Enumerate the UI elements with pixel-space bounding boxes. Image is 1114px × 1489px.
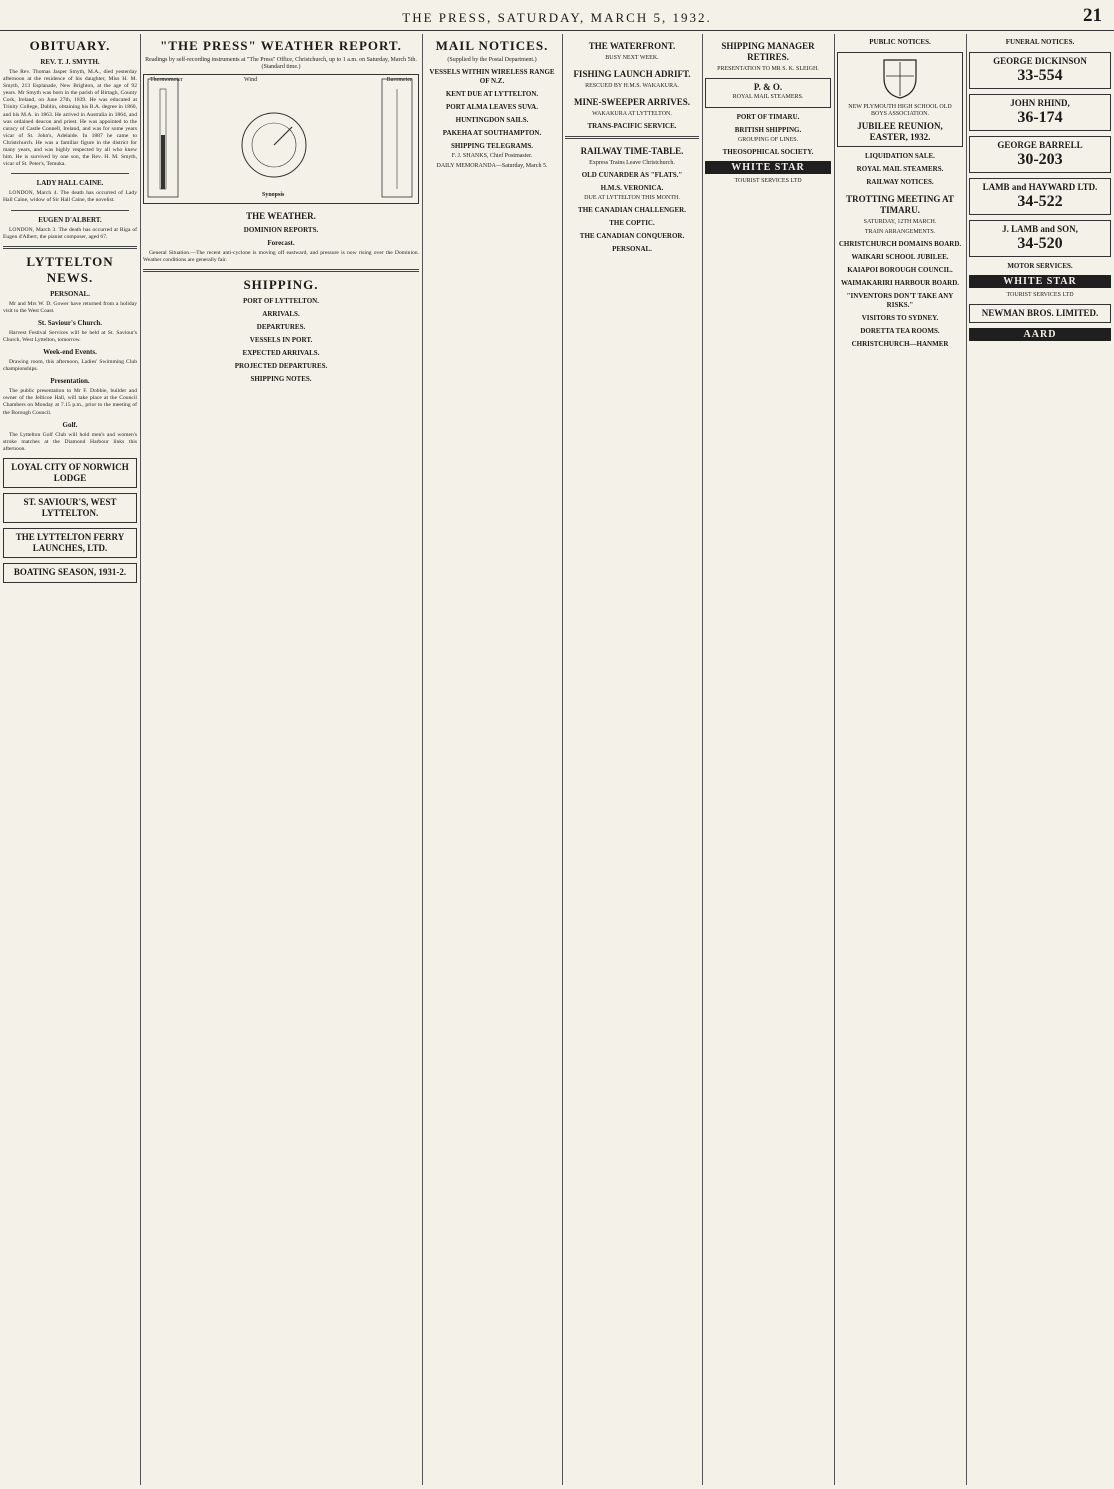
lodge-notice: LOYAL CITY OF NORWICH LODGE (3, 458, 137, 488)
jubilee-title: JUBILEE REUNION, EASTER, 1932. (857, 121, 943, 143)
obituary-heading: OBITUARY. (29, 38, 111, 53)
white-star-subtitle: TOURIST SERVICES LTD (1006, 292, 1074, 299)
funeral-advert (969, 178, 1111, 215)
article-heading: KENT DUE AT LYTTELTON. (445, 90, 539, 99)
article-heading: PAKEHA AT SOUTHAMPTON. (442, 129, 542, 138)
shipping-notes-heading: SHIPPING NOTES. (250, 375, 312, 384)
column-public-notices (834, 34, 966, 1485)
divider (3, 246, 137, 249)
arrivals-heading: ARRIVALS. (262, 310, 300, 319)
article-body: Harvest Festival Services will be held at St. Saviour's Church, West Lyttelton, tomorrow. (3, 329, 137, 343)
ferry-notice: THE LYTTELTON FERRY LAUNCHES, LTD. (3, 528, 137, 558)
wind-label: Wind (244, 77, 258, 84)
article-body: Mr and Mrs W. D. Gower have returned from a holiday visit to the West Coast. (3, 300, 137, 314)
mail-heading: MAIL NOTICES. (435, 38, 549, 53)
masthead-title: THE PRESS, SATURDAY, MARCH 5, 1932. (402, 10, 712, 25)
telephone-number: 33-554 (1017, 67, 1063, 84)
forecast-body: General Situation.—The recent anti-cyclone is moving off eastward, and pressure is now rising over the Dominion. Weather conditions are generally fair. (143, 250, 419, 264)
article-heading: TRANS-PACIFIC SERVICE. (587, 122, 677, 131)
thermometer-label: Thermometer (150, 77, 183, 84)
article-heading: WAIMAKARIRI HARBOUR BOARD. (840, 279, 960, 288)
article-heading: EUGEN D'ALBERT. (38, 215, 102, 224)
synopsis-label: Synopsis (262, 192, 285, 199)
article-heading: H.M.S. VERONICA. (600, 184, 664, 193)
port-heading: PORT OF LYTTELTON. (243, 297, 319, 306)
divider (11, 210, 129, 211)
firm-name: J. LAMB and SON, (1002, 224, 1078, 234)
departures-heading: DEPARTURES. (256, 323, 306, 332)
telephone-number: 36-174 (1017, 109, 1063, 126)
article-heading: THE COPTIC. (609, 219, 655, 228)
shipping-telegrams-heading: SHIPPING TELEGRAMS. (451, 142, 533, 151)
article-heading: DORETTA TEA ROOMS. (860, 327, 940, 336)
funeral-advert (969, 94, 1111, 131)
waterfront-subheading: BUSY NEXT WEEK. (605, 55, 659, 61)
article-heading: LADY HALL CAINE. (36, 179, 104, 188)
article-heading: FISHING LAUNCH ADRIFT. (573, 69, 691, 80)
telephone-number: 34-522 (1017, 193, 1063, 210)
article-heading: OLD CUNARDER AS "FLATS." (581, 171, 683, 180)
school-name: NEW PLYMOUTH HIGH SCHOOL OLD BOYS ASSOCIATION. (848, 104, 952, 118)
article-subheading: RESCUED BY H.M.S. WAKAKURA. (585, 83, 679, 90)
newman-advert (969, 304, 1111, 323)
article-heading: THE CANADIAN CHALLENGER. (578, 206, 686, 215)
column-funeral-notices (966, 34, 1114, 1485)
column-mail (422, 34, 562, 1485)
shipping-heading: SHIPPING. (243, 277, 319, 293)
page-number: 21 (1083, 5, 1102, 26)
public-notices-heading: PUBLIC NOTICES. (869, 38, 931, 46)
school-crest-icon (880, 56, 920, 100)
article-subheading: PRESENTATION TO MR S. K. SLEIGH. (717, 66, 819, 72)
weather-section-heading: THE WEATHER. (246, 211, 316, 222)
weather-chart (143, 74, 419, 204)
railway-heading: RAILWAY TIME-TABLE. (580, 146, 684, 157)
article-heading: PORT ALMA LEAVES SUVA. (446, 103, 538, 112)
funeral-advert (969, 136, 1111, 173)
trotting-date: SATURDAY, 12TH MARCH. (863, 219, 937, 226)
boating-notice: BOATING SEASON, 1931-2. (3, 563, 137, 582)
column-waterfront (562, 34, 702, 1485)
article-body: LONDON, March 3. The death has occurred at Riga of Eugen d'Albert, the pianist composer, aged 67. (3, 226, 137, 240)
daily-memoranda: DAILY MEMORANDA—Saturday, March 5. (436, 163, 548, 170)
funeral-advert (969, 220, 1111, 257)
article-heading: VISITORS TO SYDNEY. (861, 314, 939, 323)
po-subtitle: ROYAL MAIL STEAMERS. (732, 94, 804, 101)
column-shipping-manager (702, 34, 834, 1485)
divider (143, 269, 419, 272)
trotting-train-arrangements: TRAIN ARRANGEMENTS. (864, 229, 936, 236)
article-body: LONDON, March 4. The death has occurred of Lady Hall Caine, widow of Sir Hall Caine, the novelist. (3, 190, 137, 204)
article-heading: ROYAL MAIL STEAMERS. (856, 165, 944, 174)
article-heading: HUNTINGDON SAILS. (455, 116, 529, 125)
firm-name: GEORGE DICKINSON (993, 56, 1087, 66)
article-heading: SHIPPING MANAGER RETIRES. (721, 41, 815, 62)
article-heading: MINE-SWEEPER ARRIVES. (573, 97, 691, 108)
column-weather-shipping (140, 34, 422, 1485)
article-subheading: WAKAKURA AT LYTTELTON. (592, 111, 672, 118)
weather-subheading: Readings by self-recording instruments at "The Press" Office, Christchurch, up to 1 a.m. on Saturday, March 5th. (Standard time.) (145, 57, 417, 71)
telephone-number: 30-203 (1017, 151, 1063, 168)
railway-notices-heading: RAILWAY NOTICES. (866, 178, 934, 187)
divider (565, 136, 699, 139)
article-heading: CHRISTCHURCH DOMAINS BOARD. (838, 240, 962, 249)
masthead (0, 4, 1114, 31)
article-heading: THEOSOPHICAL SOCIETY. (722, 148, 814, 157)
obituary-body: The Rev. Thomas Jasper Smyth, M.A., died yesterday afternoon at the residence of his daughter, Miss H. M. Smyth, 213 Esplanade, New Brighton, at the age of 92 years. Mr Smyth was born in the parish of Birtagh, County Cork, Ireland, on June 27th, 1839. He was educated at Trinity College, Dublin, obtaining his B.A. degree in 1860, and his M.A. in 1863. He arrived in Australia in 1864, and was ordained deacon and priest. He was appointed to the curacy of Castle Connell, Ireland, and was for some years vicar of St. John's, Adelaide. In 1887 he came to Christchurch. He was a familiar figure in the district for many years, and was highly respected by all who knew him. He is survived by one son, the Rev. H. M. Smyth, vicar of St. Peter's, Temuka. (3, 69, 137, 168)
article-heading: BRITISH SHIPPING. (734, 126, 802, 135)
obituary-subhead: REV. T. J. SMYTH. (40, 58, 100, 66)
article-heading: CHRISTCHURCH—HANMER (851, 340, 949, 349)
divider (11, 173, 129, 174)
mail-subheading: (Supplied by the Postal Department.) (447, 57, 537, 63)
church-notice: ST. SAVIOUR'S, WEST LYTTELTON. (3, 493, 137, 523)
article-heading: "INVENTORS DON'T TAKE ANY RISKS." (846, 292, 954, 310)
motor-services-heading: MOTOR SERVICES. (1007, 262, 1073, 270)
postmaster-signature: F. J. SHANKS, Chief Postmaster. (451, 153, 533, 160)
funeral-notices-heading: FUNERAL NOTICES. (1005, 38, 1075, 46)
article-heading: KAIAPOI BOROUGH COUNCIL. (847, 266, 953, 275)
section-heading: LYTTELTON NEWS. (26, 253, 114, 285)
weather-instruments-graphic (144, 75, 418, 201)
article-heading: LIQUIDATION SALE. (865, 152, 935, 161)
white-star-subtitle: TOURIST SERVICES LTD (734, 178, 802, 185)
white-star-logo: WHITE STAR (969, 275, 1111, 288)
article-heading: WAIKARI SCHOOL JUBILEE. (851, 253, 949, 262)
section-subhead: PERSONAL. (50, 289, 90, 298)
trotting-heading: TROTTING MEETING AT TIMARU. (846, 194, 954, 216)
po-title: P. & O. (753, 82, 783, 93)
expected-arrivals-heading: EXPECTED ARRIVALS. (242, 349, 320, 358)
projected-departures-heading: PROJECTED DEPARTURES. (234, 362, 328, 371)
vessels-in-port-heading: VESSELS IN PORT. (249, 336, 313, 345)
article-body: Drawing room, this afternoon, Ladies' Swimming Club championships. (3, 359, 137, 373)
firm-name: LAMB and HAYWARD LTD. (982, 182, 1098, 192)
waterfront-heading: THE WATERFRONT. (588, 41, 676, 51)
article-heading: PORT OF TIMARU. (736, 113, 800, 122)
white-star-logo: WHITE STAR (705, 161, 831, 174)
dominion-reports-heading: DOMINION REPORTS. (243, 226, 319, 235)
forecast-heading: Forecast. (267, 239, 295, 248)
weather-heading: "THE PRESS" WEATHER REPORT. (160, 38, 402, 53)
article-subheading: DUE AT LYTTELTON THIS MONTH. (584, 195, 680, 202)
article-heading: St. Saviour's Church. (37, 318, 103, 327)
article-heading: Presentation. (50, 377, 90, 386)
firm-name: GEORGE BARRELL (997, 140, 1083, 150)
railway-subheading: Express Trains Leave Christchurch. (589, 160, 675, 167)
wireless-heading: VESSELS WITHIN WIRELESS RANGE OF N.Z. (429, 68, 555, 86)
article-heading: PERSONAL. (612, 245, 652, 254)
po-advert (705, 78, 831, 108)
firm-name: JOHN RHIND, (1010, 98, 1070, 108)
article-body: The Lyttelton Golf Club will hold men's and women's stroke matches at the Diamond Harbour links this afternoon. (3, 431, 137, 452)
article-body: The public presentation to Mr F. Dobbie, builder and owner of the Jellicoe Hall, will take place at the Council Chambers on Monday at 7.15 p.m., prior to the meeting of the Borough Council. (3, 388, 137, 416)
telephone-number: 34-520 (1017, 235, 1063, 252)
aard-logo: AARD (969, 328, 1111, 341)
barometer-label: Barometer (386, 77, 412, 84)
article-heading: Week-end Events. (43, 348, 97, 357)
article-subheading: GROUPING OF LINES. (737, 137, 799, 144)
school-crest-advert (837, 52, 963, 147)
article-heading: Golf. (62, 420, 78, 429)
funeral-advert (969, 52, 1111, 89)
column-obituary (0, 34, 140, 1485)
firm-name: NEWMAN BROS. LIMITED. (981, 308, 1099, 319)
article-heading: THE CANADIAN CONQUEROR. (579, 232, 685, 241)
